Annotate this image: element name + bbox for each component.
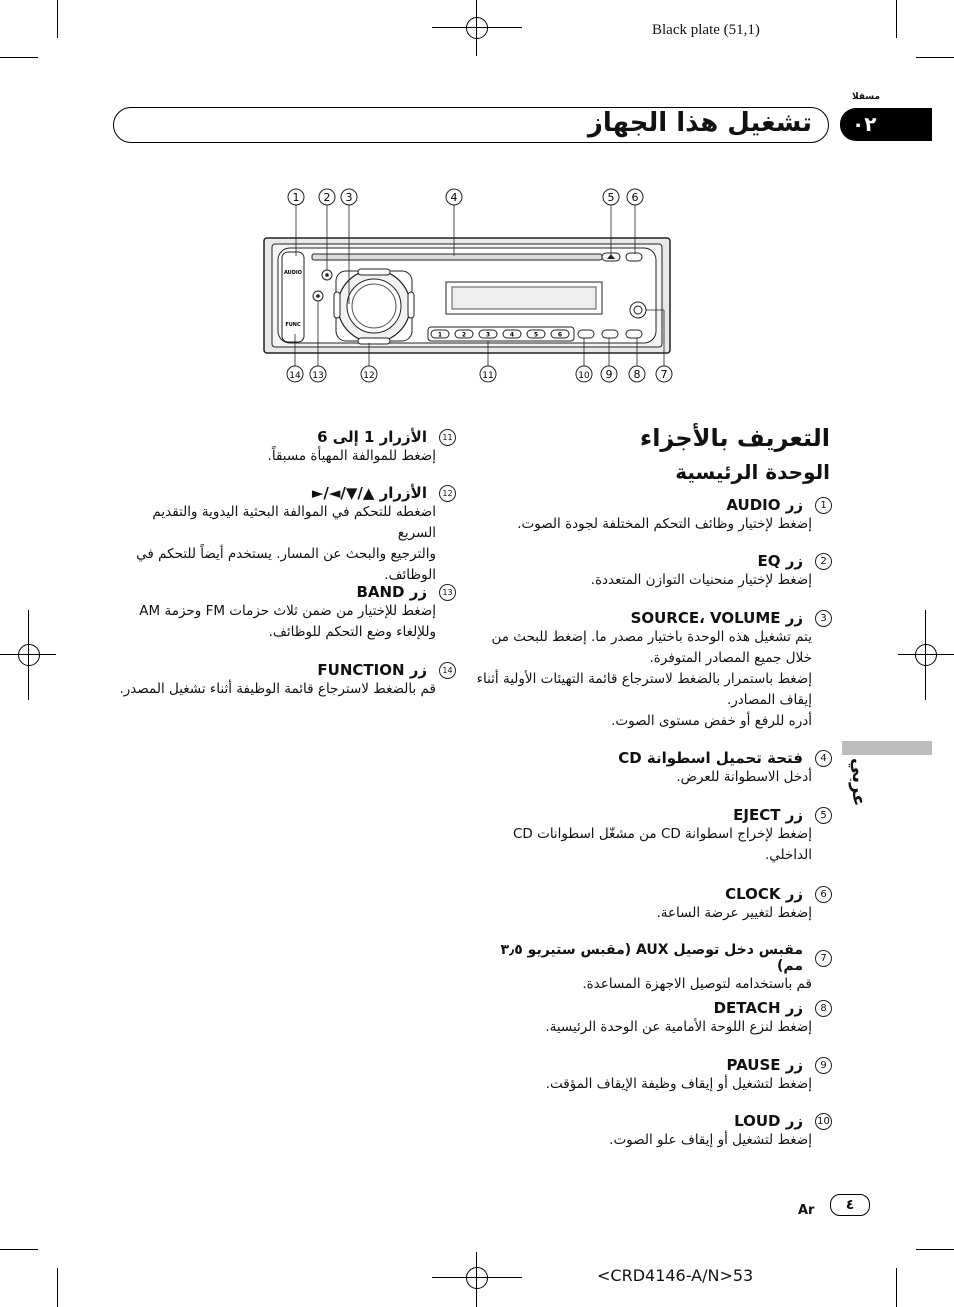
item-title: زر DETACH [713,999,803,1017]
crop-mark [57,1268,58,1307]
item-title: زر CLOCK [725,885,803,903]
item-title: الأزرار ▲/▼/◄/► [311,484,427,502]
item-line: إضغط لإختيار وظائف التحكم المختلفة لجودة الصوت. [517,516,812,532]
item-title: زر LOUD [734,1112,803,1130]
item-line: إضغط لنزع اللوحة الأمامية عن الوحدة الرئيسية. [545,1019,812,1035]
callout-5 [603,189,619,205]
item-line: إضغط لتشغيل أو إيقاف وظيفة الإيقاف المؤقت. [545,1076,812,1092]
callout-13-label: 13 [312,371,324,381]
registration-mark [432,27,522,28]
crop-mark [0,1249,38,1250]
item-number: 11 [439,429,456,446]
item-title: مقبس دخل توصيل AUX (مقبس ستيريو ٣٫٥ مم) [500,942,804,974]
list-item [470,749,832,788]
item-title: زر AUDIO [726,496,803,514]
crop-mark [57,0,58,38]
item-line: إضغط لتغيير عرضة الساعة. [656,905,812,921]
registration-mark [432,1277,522,1278]
registration-mark [476,1252,477,1307]
item-title: فتحة تحميل اسطوانة CD [618,749,803,767]
item-line: إضغط لإختيار منحنيات التوازن المتعددة. [590,572,812,588]
crop-mark [916,57,954,58]
item-title: زر EQ [757,552,803,570]
list-item [118,583,456,643]
callout-3-label: 3 [345,191,353,204]
head-unit-illustration [262,186,682,386]
item-title: زر PAUSE [726,1056,803,1074]
item-number: 5 [815,807,832,824]
item-number: 13 [439,584,456,601]
registration-mark [915,644,937,666]
language-code: Ar [798,1203,815,1218]
list-item [470,885,832,924]
callout-9-label: 9 [605,368,613,381]
item-number: 14 [439,662,456,679]
registration-mark [466,1267,488,1289]
main-subheading: الوحدة الرئيسية [675,460,830,484]
callout-4-label: 4 [450,191,458,204]
preset-1-label: 1 [437,331,443,339]
section-number: ٠٢ [852,112,877,136]
item-line: الداخلي. [764,847,812,863]
list-item [118,661,456,700]
preset-2-label: 2 [461,331,467,339]
item-line: يتم تشغيل هذه الوحدة باختيار مصدر ما. إضغط للبحث من [491,629,812,645]
item-line: أدخل الاسطوانة للعرض. [676,769,812,785]
callout-3 [341,189,357,205]
item-number: 6 [815,886,832,903]
page-title: تشغيل هذا الجهاز [587,108,812,138]
item-line: قم باستخدامه لتوصيل الاجهزة المساعدة. [582,976,812,992]
item-line: إيقاف المصادر. [726,692,812,708]
list-item [470,552,832,591]
list-item [118,428,456,467]
item-line: والترجيع والبحث عن المسار. يستخدم أيضاً للتحكم في [136,546,436,562]
list-item [470,1112,832,1151]
item-title: زر BAND [356,583,427,601]
callout-14-label: 14 [289,371,301,381]
plate-label: Black plate (51,1) [652,22,760,38]
list-item [118,484,456,586]
callout-11-label: 11 [482,371,494,381]
preset-6-label: 6 [557,331,563,339]
callout-12 [361,366,377,382]
page-number: ٤ [830,1194,870,1216]
callout-6 [627,189,643,205]
preset-3-label: 3 [485,331,491,339]
registration-mark [898,654,954,655]
item-line: قم بالضغط لاسترجاع قائمة الوظيفة أثناء تشغيل المصدر. [119,681,436,697]
item-line: إضغط لتشغيل أو إيقاف علو الصوت. [609,1132,812,1148]
crop-mark [0,57,38,58]
callout-14 [287,366,303,382]
item-title: زر EJECT [733,806,803,824]
item-number: 1 [815,497,832,514]
list-item [470,806,832,866]
item-number: 2 [815,553,832,570]
item-line: اضغطه للتحكم في الموالفة البحثية اليدوية والتقديم السريع [152,504,436,541]
registration-mark [476,0,477,56]
list-item [470,942,832,995]
item-line: أدره للرفع أو خفض مستوى الصوت. [611,713,812,729]
item-line: إضغط لإخراج اسطوانة CD من مشغّل اسطوانات CD [512,826,812,842]
callout-9 [601,366,617,382]
item-number: 10 [815,1113,832,1130]
list-item [470,496,832,535]
item-line: خلال جميع المصادر المتوفرة. [649,650,812,666]
preset-5-label: 5 [533,331,539,339]
document-code: <CRD4146-A/N>53 [597,1266,754,1285]
callout-2-label: 2 [323,191,331,204]
head-unit-diagram [262,186,682,386]
callout-1-label: 1 [292,191,300,204]
callout-1 [288,189,304,205]
callout-12-label: 12 [363,371,375,381]
list-item [470,999,832,1038]
callout-7-label: 7 [660,368,668,381]
item-number: 12 [439,485,456,502]
item-line: إضغط للإختيار من ضمن ثلاث حزمات FM وحزمة AM [139,603,436,619]
crop-mark [896,0,897,38]
item-title: زر SOURCE، VOLUME [630,609,803,627]
item-number: 7 [815,950,832,967]
crop-mark [896,1268,897,1307]
callout-8 [629,366,645,382]
registration-mark [466,17,488,39]
item-number: 4 [815,750,832,767]
registration-mark [925,610,926,700]
list-item [470,1056,832,1095]
item-number: 8 [815,1000,832,1017]
callout-13 [310,366,326,382]
callout-4 [446,189,462,205]
item-title: زر FUNCTION [317,661,427,679]
callout-11 [480,366,496,382]
item-number: 3 [815,610,832,627]
callout-8-label: 8 [633,368,641,381]
item-number: 9 [815,1057,832,1074]
preset-4-label: 4 [509,331,515,339]
item-line: وللإلغاء وضع التحكم للوظائف. [268,624,436,640]
callout-5-label: 5 [607,191,615,204]
crop-mark [916,1249,954,1250]
callout-2 [319,189,335,205]
item-line: إضغط باستمرار بالضغط لاسترجاع قائمة التهيئات الأولية أثناء [476,671,812,687]
callout-10 [576,366,592,382]
callout-7 [656,366,672,382]
item-line: الوظائف. [384,567,436,583]
language-side-label: عربي [848,758,869,807]
audio-label: AUDIO [283,270,303,276]
section-number-tab [840,108,932,141]
item-line: إضغط للموالفة المهيأة مسبقاً. [267,448,436,464]
item-title: الأزرار 1 إلى 6 [317,428,427,446]
callout-10-label: 10 [578,371,590,381]
list-item [470,609,832,732]
func-label: FUNC [285,322,301,328]
registration-mark [28,610,29,700]
registration-mark [18,644,40,666]
callout-6-label: 6 [631,191,639,204]
section-label: مسقلا [852,92,881,102]
main-heading: التعريف بالأجزاء [639,424,830,452]
language-side-tab [842,741,932,755]
